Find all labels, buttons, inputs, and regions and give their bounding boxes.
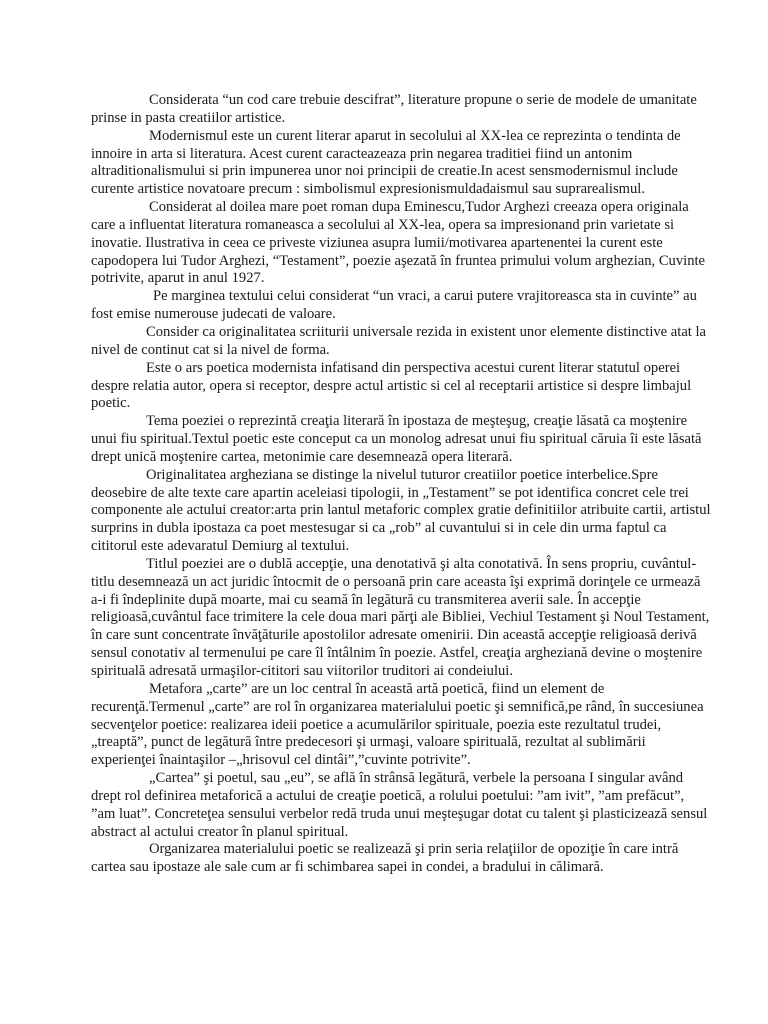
paragraph-titlu: Titlul poeziei are o dublă accepţie, una denotativă şi alta conotativă. În sens propriu, cuvântul-titlu desemnează un act juridic întocmit de o persoană prin care aceasta îşi exprimă dorinţele ce urmează a-i fi îndeplinite după moarte, mai cu seamă în legătură cu transmiterea averii sale. În accepţie religioasă,cuvântul face trimitere la cele doua mari părţi ale Bibliei, Vechiul Testament şi Noul Testament, în care sunt concentrate învăţăturile apostolilor adresate omenirii. Din această accepţie religioasă derivă sensul conotativ al termenului pe care îl întâlnim în poezie. Astfel, creaţia argheziană devine o moştenire spirituală adresată urmaşilor-cititori sau viitorilor truditori ai condeiului. [91,555,710,679]
paragraph-originalitate-universala: Consider ca originalitatea scriiturii universale rezida in existent unor elemente distinctive atat la nivel de continut cat si la nivel de forma. [91,323,707,358]
paragraph-metafora-carte: Metafora „carte” are un loc central în această artă poetică, fiind un element de recurenţă.Termenul „carte” are rol în organizarea materialului poetic şi semnifică,pe rând, în succesiunea secvenţelor poetice: realizarea ideii poetice a acumulărilor spirituale, poezia este rezultatul trudei, „treaptă”, punct de legătură între predecesori şi urmaşi, valoare spirituală, rezultat al sublimării experienţei înaintaşilor –„hrisovul cel dintâi”,”cuvinte potrivite”. [91,680,704,769]
paragraph-arghezi: Considerat al doilea mare poet roman dupa Eminescu,Tudor Arghezi creeaza opera originala care a influentat literatura romaneasca a secolului al XX-lea, opera sa impresionand prin varietate si inovatie. Ilustrativa in ceea ce priveste viziunea asupra lumii/motivarea apartenentei la curent este capodopera lui Tudor Arghezi, “Testament”, poezie aşezată în fruntea primului volum arghezian, Cuvinte potrivite, aparut in anul 1927. [91,199,706,287]
paragraph-organizarea: Organizarea materialului poetic se realizează şi prin seria relaţiilor de opoziţie în care intră cartea sau ipostaze ale sale cum ar fi schimbarea sapei in condei, a bradului in călimară. [91,841,679,876]
paragraph-modernism: Modernismul este un curent literar aparut in secolului al XX-lea ce reprezinta o tendinta de innoire in arta si literatura. Acest curent caracteazeaza prin negarea traditiei fiind un antonim altraditionalismului si prin impunerea unor noi principii de creatie.In acest sensmodernismul include curente artistice novatoare precum : simbolismul expresionismuldadaismul sau suprarealismul. [91,127,681,198]
paragraph-ars-poetica: Este o ars poetica modernista infatisand din perspectiva acestui curent literar statutul operei despre relatia autor, opera si receptor, despre actul artistic si cel al receptarii artistice si despre limbajul poetic. [91,359,692,412]
document-body [91,92,711,877]
paragraph-originalitate-argheziana: Originalitatea argheziana se distinge la nivelul tuturor creatiilor poetice interbelice.Spre deosebire de alte texte care apartin aceleiasi tipologii, in „Testament” se pot identifica concret cele trei componente ale actului creator:arta prin lantul metaforic complex gratie definitiilor atribuite cartii, artistul surprins in dubla ipostaza ca poet mestesugar si ca „rob” al cuvantului si in cele din urma faptul ca cititorul este adevaratul Demiurg al textului. [91,466,711,555]
paragraph-intro: Considerata “un cod care trebuie descifrat”, literature propune o serie de modele de umanitate prinse in pasta creatiilor artistice. [91,92,697,126]
paragraph-cartea-si-poetul: „Cartea” şi poetul, sau „eu”, se află în strânsă legătură, verbele la persoana I singular având drept rol definirea metaforică a actului de creaţie poetică, a rolului poetului: ”am ivit”, ”am prefăcut”, ”am luat”. Concreteţea sensului verbelor redă truda unui meşteşugar dotat cu talent şi plasticizează sensul abstract al actului creator în planul spiritual. [91,770,708,840]
paragraph-tema: Tema poeziei o reprezintă creaţia literară în ipostaza de meşteşug, creaţie lăsată ca moştenire unui fiu spiritual.Textul poetic este conceput ca un monolog adresat unui fiu spiritual căruia îi este lăsată drept unică moştenire cartea, metonimie care desemnează opera literară. [91,413,702,465]
paragraph-vraci: Pe marginea textului celui considerat “un vraci, a carui putere vrajitoreasca sta in cuvinte” au fost emise numerouse judecati de valoare. [91,288,697,323]
